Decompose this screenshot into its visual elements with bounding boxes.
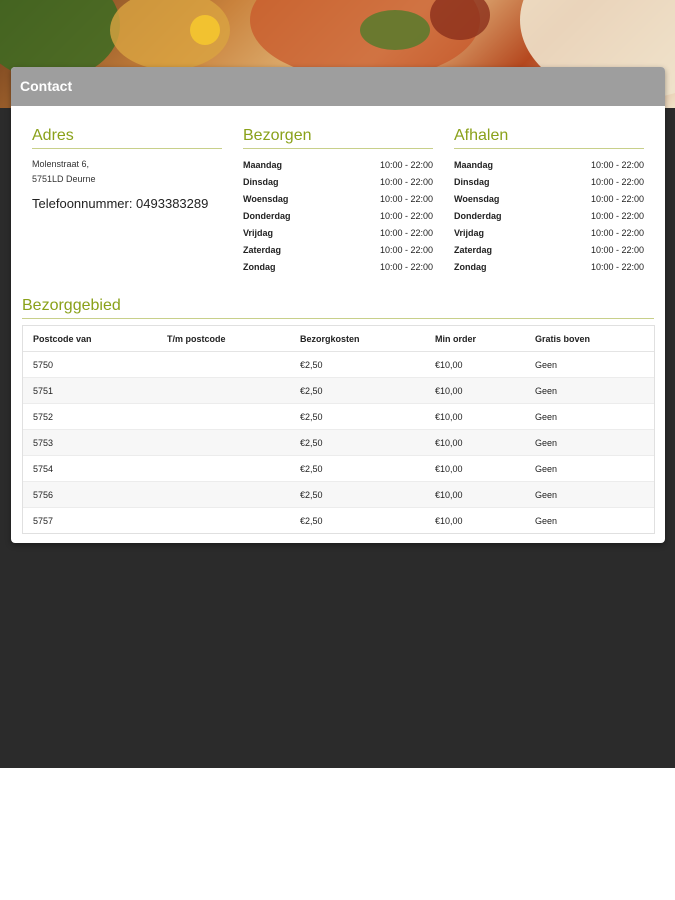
hours-row <box>454 259 644 276</box>
col-min-order: Min order <box>425 326 525 352</box>
cell-min-order: €10,00 <box>425 508 525 534</box>
cell-bezorgkosten: €2,50 <box>290 404 425 430</box>
cell-gratis-boven: Geen <box>525 352 654 378</box>
cell-gratis-boven: Geen <box>525 430 654 456</box>
hours-row <box>454 174 644 191</box>
cell-postcode-van: 5752 <box>23 404 157 430</box>
hours-time: 10:00 - 22:00 <box>379 245 433 255</box>
hours-time: 10:00 - 22:00 <box>590 211 644 221</box>
cell-bezorgkosten: €2,50 <box>290 352 425 378</box>
hours-day: Dinsdag <box>454 177 490 187</box>
cell-min-order: €10,00 <box>425 404 525 430</box>
phone-number[interactable]: Telefoonnummer: 0493383289 <box>32 196 209 211</box>
bezorggebied-table <box>22 325 655 534</box>
hours-time: 10:00 - 22:00 <box>379 211 433 221</box>
hours-row <box>454 225 644 242</box>
cell-gratis-boven: Geen <box>525 482 654 508</box>
col-tm-postcode: T/m postcode <box>157 326 290 352</box>
cell-min-order: €10,00 <box>425 482 525 508</box>
col-gratis-boven: Gratis boven <box>525 326 654 352</box>
afhalen-hours <box>454 157 644 276</box>
cell-postcode-van: 5751 <box>23 378 157 404</box>
hours-time: 10:00 - 22:00 <box>590 160 644 170</box>
hours-row <box>243 157 433 174</box>
hours-time: 10:00 - 22:00 <box>590 262 644 272</box>
cell-postcode-van: 5753 <box>23 430 157 456</box>
hours-time: 10:00 - 22:00 <box>590 245 644 255</box>
cell-postcode-van: 5750 <box>23 352 157 378</box>
table-row <box>23 404 654 430</box>
cell-tm-postcode <box>157 456 290 482</box>
hours-day: Zaterdag <box>454 245 493 255</box>
hours-row <box>243 242 433 259</box>
cell-postcode-van: 5756 <box>23 482 157 508</box>
col-postcode-van: Postcode van <box>23 326 157 352</box>
address-street: Molenstraat 6, <box>32 159 90 169</box>
cell-min-order: €10,00 <box>425 430 525 456</box>
table-row <box>23 352 654 378</box>
cell-min-order: €10,00 <box>425 456 525 482</box>
cell-bezorgkosten: €2,50 <box>290 430 425 456</box>
hours-day: Maandag <box>243 160 283 170</box>
cell-bezorgkosten: €2,50 <box>290 456 425 482</box>
cell-gratis-boven: Geen <box>525 404 654 430</box>
contact-card <box>11 67 665 543</box>
hours-day: Woensdag <box>243 194 289 204</box>
hours-time: 10:00 - 22:00 <box>590 194 644 204</box>
hours-row <box>243 191 433 208</box>
hours-day: Zaterdag <box>243 245 282 255</box>
hours-day: Vrijdag <box>454 228 485 238</box>
address-postcode-city: 5751LD Deurne <box>32 174 96 184</box>
hours-day: Dinsdag <box>243 177 279 187</box>
cell-gratis-boven: Geen <box>525 508 654 534</box>
hours-day: Vrijdag <box>243 228 274 238</box>
hours-day: Zondag <box>243 262 276 272</box>
hours-row <box>454 208 644 225</box>
col-bezorgkosten: Bezorgkosten <box>290 326 425 352</box>
cell-postcode-van: 5754 <box>23 456 157 482</box>
hours-time: 10:00 - 22:00 <box>379 177 433 187</box>
cell-tm-postcode <box>157 352 290 378</box>
hours-row <box>243 208 433 225</box>
hours-day: Donderdag <box>454 211 502 221</box>
cell-gratis-boven: Geen <box>525 456 654 482</box>
cell-bezorgkosten: €2,50 <box>290 482 425 508</box>
table-row <box>23 482 654 508</box>
afhalen-heading: Afhalen <box>454 127 644 149</box>
bezorggebied-heading: Bezorggebied <box>22 297 654 319</box>
card-title: Contact <box>11 67 665 106</box>
afhalen-column <box>454 127 644 276</box>
hours-row <box>454 242 644 259</box>
bezorgen-hours <box>243 157 433 276</box>
bezorgen-column <box>243 127 433 276</box>
hours-time: 10:00 - 22:00 <box>379 194 433 204</box>
table-header-row <box>23 326 654 352</box>
hours-day: Donderdag <box>243 211 291 221</box>
cell-tm-postcode <box>157 404 290 430</box>
cell-min-order: €10,00 <box>425 378 525 404</box>
cell-bezorgkosten: €2,50 <box>290 378 425 404</box>
table-row <box>23 378 654 404</box>
table-row <box>23 430 654 456</box>
adres-heading: Adres <box>32 127 222 149</box>
hours-time: 10:00 - 22:00 <box>379 160 433 170</box>
table-row <box>23 456 654 482</box>
cell-min-order: €10,00 <box>425 352 525 378</box>
cell-postcode-van: 5757 <box>23 508 157 534</box>
hours-row <box>243 225 433 242</box>
adres-column <box>32 127 222 211</box>
cell-gratis-boven: Geen <box>525 378 654 404</box>
hours-day: Zondag <box>454 262 487 272</box>
hours-row <box>243 259 433 276</box>
bezorgen-heading: Bezorgen <box>243 127 433 149</box>
cell-tm-postcode <box>157 482 290 508</box>
table-row <box>23 508 654 534</box>
hours-day: Woensdag <box>454 194 500 204</box>
cell-tm-postcode <box>157 430 290 456</box>
hours-row <box>454 191 644 208</box>
hours-time: 10:00 - 22:00 <box>379 262 433 272</box>
hours-time: 10:00 - 22:00 <box>590 228 644 238</box>
hours-row <box>454 157 644 174</box>
hours-day: Maandag <box>454 160 494 170</box>
cell-bezorgkosten: €2,50 <box>290 508 425 534</box>
cell-tm-postcode <box>157 508 290 534</box>
cell-tm-postcode <box>157 378 290 404</box>
hours-time: 10:00 - 22:00 <box>590 177 644 187</box>
hours-row <box>243 174 433 191</box>
hours-time: 10:00 - 22:00 <box>379 228 433 238</box>
